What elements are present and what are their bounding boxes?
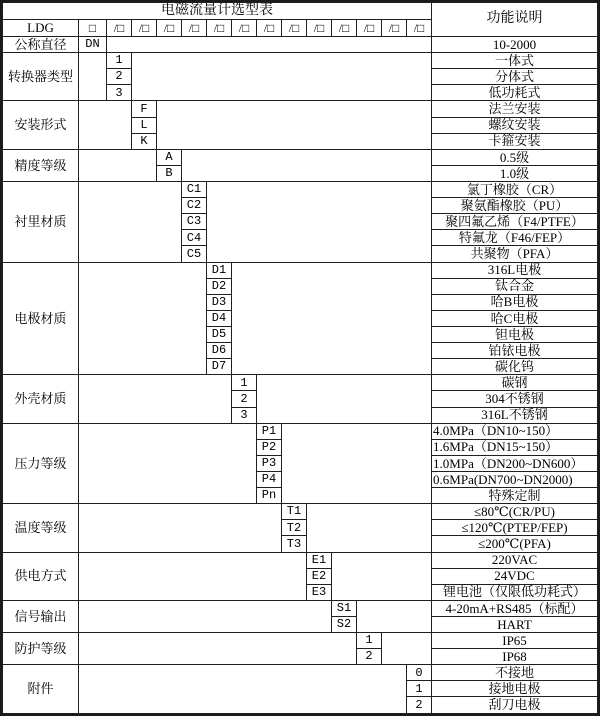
model-slot-cell: /□	[157, 20, 182, 37]
option-description-cell: 碳钢	[432, 375, 598, 391]
option-code-cell: P4	[257, 471, 282, 487]
option-description-cell: 1.0级	[432, 165, 598, 181]
option-description-cell: 10-2000	[432, 37, 598, 53]
table-row	[3, 3, 598, 20]
option-code-cell: E2	[307, 568, 332, 584]
option-code-cell: B	[157, 165, 182, 181]
category-label: 衬里材质	[3, 181, 79, 262]
table-row	[3, 633, 598, 649]
category-label: 公称直径	[3, 37, 79, 53]
option-description-cell: 哈B电极	[432, 294, 598, 310]
option-description-cell: 锂电池（仅限低功耗式）	[432, 584, 598, 600]
option-description-cell: 铂铱电极	[432, 343, 598, 359]
option-code-cell: C3	[182, 214, 207, 230]
model-slot-cell: /□	[382, 20, 407, 37]
option-code-cell: Pn	[257, 488, 282, 504]
option-code-cell: 1	[407, 681, 432, 697]
category-label: 供电方式	[3, 552, 79, 600]
option-code-cell: A	[157, 149, 182, 165]
option-code-cell: DN	[79, 37, 107, 53]
option-code-cell: P1	[257, 423, 282, 439]
category-label: 外壳材质	[3, 375, 79, 423]
option-description-cell: 螺纹安装	[432, 117, 598, 133]
option-description-cell: 304不锈钢	[432, 391, 598, 407]
option-code-cell: 2	[407, 697, 432, 714]
empty-cell	[79, 375, 232, 423]
model-slot-cell: /□	[332, 20, 357, 37]
option-description-cell: 316L不锈钢	[432, 407, 598, 423]
option-description-cell: 氯丁橡胶（CR）	[432, 181, 598, 197]
option-code-cell: 1	[232, 375, 257, 391]
page-title: 电磁流量计选型表	[3, 3, 432, 20]
option-code-cell: 0	[407, 665, 432, 681]
table-row	[3, 375, 598, 391]
empty-cell	[79, 149, 157, 181]
option-description-cell: 1.0MPa（DN200~DN600）	[432, 455, 598, 471]
option-description-cell: 一体式	[432, 53, 598, 69]
option-code-cell: F	[132, 101, 157, 117]
category-label: 精度等级	[3, 149, 79, 181]
option-code-cell: 3	[232, 407, 257, 423]
option-description-cell: 220VAC	[432, 552, 598, 568]
model-prefix: LDG	[3, 20, 79, 37]
option-code-cell: S2	[332, 616, 357, 632]
option-description-cell: 哈C电极	[432, 310, 598, 326]
option-code-cell: S1	[332, 600, 357, 616]
option-code-cell: D5	[207, 326, 232, 342]
empty-cell	[79, 504, 282, 552]
table-row	[3, 262, 598, 278]
empty-cell	[79, 552, 307, 600]
table-row	[3, 181, 598, 197]
option-description-cell: ≤120℃(PTEP/FEP)	[432, 520, 598, 536]
table-row	[3, 149, 598, 165]
option-code-cell: 2	[107, 69, 132, 85]
option-description-cell: 不接地	[432, 665, 598, 681]
option-description-cell: ≤80℃(CR/PU)	[432, 504, 598, 520]
category-label: 电极材质	[3, 262, 79, 375]
option-description-cell: IP68	[432, 649, 598, 665]
option-description-cell: 4.0MPa（DN10~150）	[432, 423, 598, 439]
option-description-cell: 聚氨酯橡胶（PU）	[432, 198, 598, 214]
model-slot-cell: /□	[257, 20, 282, 37]
option-code-cell: T1	[282, 504, 307, 520]
option-description-cell: 刮刀电极	[432, 697, 598, 714]
option-code-cell: C1	[182, 181, 207, 197]
option-code-cell: L	[132, 117, 157, 133]
option-description-cell: 钛合金	[432, 278, 598, 294]
option-code-cell: T3	[282, 536, 307, 552]
empty-cell	[332, 552, 432, 600]
empty-cell	[382, 633, 432, 665]
empty-cell	[79, 665, 407, 714]
option-description-cell: 特殊定制	[432, 488, 598, 504]
empty-cell	[282, 423, 432, 504]
option-code-cell: 3	[107, 85, 132, 101]
option-code-cell: C5	[182, 246, 207, 262]
empty-cell	[257, 375, 432, 423]
option-description-cell: IP65	[432, 633, 598, 649]
function-column-header: 功能说明	[432, 3, 598, 37]
model-slot-cell: /□	[232, 20, 257, 37]
option-code-cell: D4	[207, 310, 232, 326]
empty-cell	[79, 423, 257, 504]
model-slot-cell: /□	[307, 20, 332, 37]
option-description-cell: 316L电极	[432, 262, 598, 278]
category-label: 温度等级	[3, 504, 79, 552]
option-description-cell: ≤200℃(PFA)	[432, 536, 598, 552]
option-description-cell: 碳化钨	[432, 359, 598, 375]
option-code-cell: P3	[257, 455, 282, 471]
table-row	[3, 101, 598, 117]
option-description-cell: 卡箍安装	[432, 133, 598, 149]
option-code-cell: 2	[357, 649, 382, 665]
selection-grid	[2, 2, 598, 714]
option-code-cell: D2	[207, 278, 232, 294]
table-row	[3, 600, 598, 616]
option-code-cell: C4	[182, 230, 207, 246]
table-row	[3, 665, 598, 681]
option-description-cell: 共聚物（PFA）	[432, 246, 598, 262]
option-description-cell: 接地电极	[432, 681, 598, 697]
model-slot-cell: /□	[357, 20, 382, 37]
model-slot-cell: /□	[282, 20, 307, 37]
option-code-cell: D1	[207, 262, 232, 278]
table-row	[3, 37, 598, 53]
option-description-cell: 1.6MPa（DN15~150）	[432, 439, 598, 455]
category-label: 信号输出	[3, 600, 79, 632]
option-description-cell: 特氟龙（F46/FEP）	[432, 230, 598, 246]
model-slot-cell: /□	[107, 20, 132, 37]
option-description-cell: 0.6MPa(DN700~DN2000)	[432, 471, 598, 487]
model-slot-cell: /□	[207, 20, 232, 37]
option-description-cell: 聚四氟乙烯（F4/PTFE）	[432, 214, 598, 230]
category-label: 转换器类型	[3, 53, 79, 101]
model-slot-cell: /□	[132, 20, 157, 37]
category-label: 压力等级	[3, 423, 79, 504]
empty-cell	[79, 53, 107, 101]
option-code-cell: T2	[282, 520, 307, 536]
empty-cell	[207, 181, 432, 262]
empty-cell	[357, 600, 432, 632]
option-description-cell: 4-20mA+RS485（标配）	[432, 600, 598, 616]
option-code-cell: 1	[357, 633, 382, 649]
option-code-cell: D7	[207, 359, 232, 375]
option-description-cell: 0.5级	[432, 149, 598, 165]
table-row	[3, 504, 598, 520]
option-code-cell: D3	[207, 294, 232, 310]
empty-cell	[79, 600, 332, 632]
table-row	[3, 552, 598, 568]
option-code-cell: C2	[182, 198, 207, 214]
empty-cell	[232, 262, 432, 375]
model-box-cell: □	[79, 20, 107, 37]
option-code-cell: E3	[307, 584, 332, 600]
option-code-cell: 1	[107, 53, 132, 69]
option-description-cell: 分体式	[432, 69, 598, 85]
empty-cell	[79, 633, 357, 665]
option-code-cell: D6	[207, 343, 232, 359]
model-slot-cell: /□	[407, 20, 432, 37]
option-code-cell: P2	[257, 439, 282, 455]
empty-cell	[79, 181, 182, 262]
category-label: 防护等级	[3, 633, 79, 665]
category-label: 安装形式	[3, 101, 79, 149]
option-code-cell: E1	[307, 552, 332, 568]
option-description-cell: 法兰安装	[432, 101, 598, 117]
option-code-cell: 2	[232, 391, 257, 407]
empty-cell	[107, 37, 432, 53]
empty-cell	[182, 149, 432, 181]
table-row	[3, 53, 598, 69]
empty-cell	[79, 101, 132, 149]
model-slot-cell: /□	[182, 20, 207, 37]
empty-cell	[307, 504, 432, 552]
option-description-cell: 24VDC	[432, 568, 598, 584]
empty-cell	[132, 53, 432, 101]
empty-cell	[79, 262, 207, 375]
option-description-cell: 钽电极	[432, 326, 598, 342]
empty-cell	[157, 101, 432, 149]
option-code-cell: K	[132, 133, 157, 149]
table-row	[3, 423, 598, 439]
option-description-cell: 低功耗式	[432, 85, 598, 101]
category-label: 附件	[3, 665, 79, 714]
option-description-cell: HART	[432, 616, 598, 632]
